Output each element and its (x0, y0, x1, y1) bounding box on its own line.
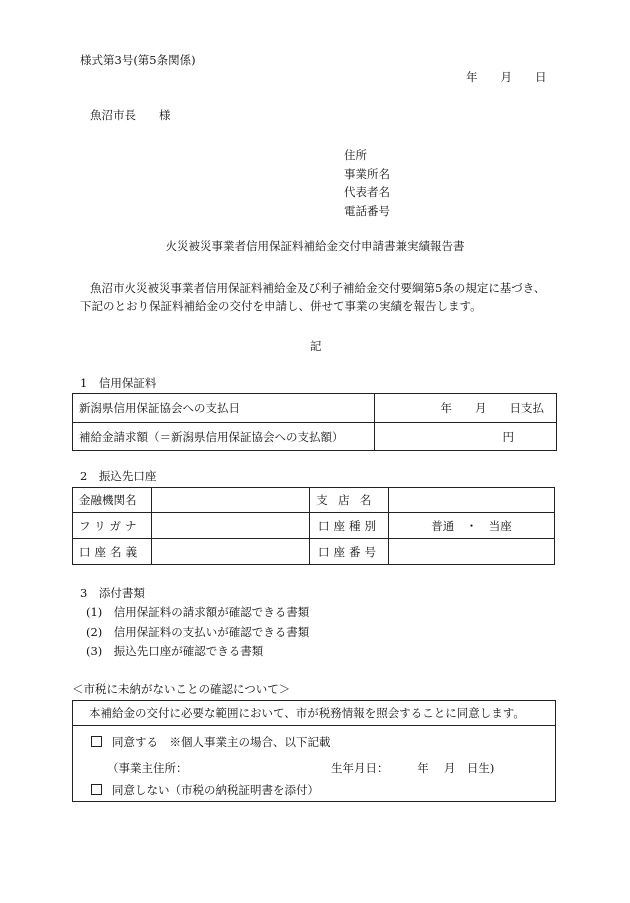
attachment-item-2: (2) 信用保証料の支払いが確認できる書類 (86, 625, 310, 639)
bank-name-field[interactable] (152, 488, 310, 513)
claim-amount-value[interactable]: 円 (375, 423, 557, 451)
payment-date-label: 新潟県信用保証協会への支払日 (73, 394, 375, 423)
attachment-item-1: (1) 信用保証料の請求額が確認できる書類 (86, 605, 310, 619)
applicant-address-label: 住所 (344, 148, 367, 162)
disagree-label: 同意しない（市税の納税証明書を添付） (112, 783, 319, 797)
claim-amount-label: 補給金請求額（＝新潟県信用保証協会への支払額） (73, 423, 375, 451)
branch-name-field[interactable] (389, 488, 555, 513)
applicant-phone-label: 電話番号 (344, 204, 390, 218)
tax-consent-statement: 本補給金の交付に必要な範囲において、市が税務情報を照会することに同意します。 (89, 706, 525, 720)
disagree-checkbox[interactable] (91, 784, 102, 795)
applicant-representative-label: 代表者名 (344, 185, 390, 199)
section3-heading: 3 添付書類 (80, 586, 145, 600)
agree-checkbox[interactable] (91, 736, 102, 747)
body-line-2: 下記のとおり保証料補給金の交付を申請し、併せて事業の実績を報告します。 (80, 299, 482, 313)
agree-label: 同意する ※個人事業主の場合、以下記載 (112, 735, 331, 749)
section2-heading: 2 振込先口座 (80, 469, 157, 483)
applicant-business-label: 事業所名 (344, 167, 390, 181)
disagree-option[interactable] (91, 784, 319, 797)
addressee: 魚沼市長 様 (90, 108, 171, 122)
agree-option[interactable] (91, 736, 331, 749)
section1-heading: 1 信用保証料 (80, 376, 157, 390)
account-type-options[interactable]: 普通 ・ 当座 (389, 513, 555, 539)
form-number: 様式第3号(第5条関係) (80, 53, 196, 67)
bank-account-table (72, 487, 555, 565)
account-holder-field[interactable] (152, 539, 310, 565)
account-type-label: 口座種別 (310, 513, 389, 539)
account-number-field[interactable] (389, 539, 555, 565)
attachment-item-3: (3) 振込先口座が確認できる書類 (86, 644, 264, 658)
credit-guarantee-table (72, 393, 557, 451)
tax-confirmation-heading: ＜市税に未納がないことの確認について＞ (72, 682, 291, 696)
tax-box-divider (73, 725, 555, 726)
document-title: 火災被災事業者信用保証料補給金交付申請書兼実績報告書 (165, 239, 465, 253)
ki-marker: 記 (310, 339, 322, 353)
furigana-label: フリガナ (73, 513, 152, 539)
owner-address-label: （事業主住所： (107, 761, 188, 775)
payment-date-value[interactable]: 年 月 日支払 (375, 394, 557, 423)
birthdate-label: 生年月日： 年 月 日生) (331, 761, 495, 775)
bank-name-label: 金融機関名 (73, 488, 152, 513)
furigana-field[interactable] (152, 513, 310, 539)
account-holder-label: 口座名義 (73, 539, 152, 565)
body-line-1: 魚沼市火災被災事業者信用保証料補給金及び利子補給金交付要綱第5条の規定に基づき、 (90, 281, 546, 295)
date-line: 年 月 日 (466, 70, 547, 84)
branch-name-label: 支店名 (310, 488, 389, 513)
account-number-label: 口座番号 (310, 539, 389, 565)
tax-confirmation-box (72, 700, 556, 802)
